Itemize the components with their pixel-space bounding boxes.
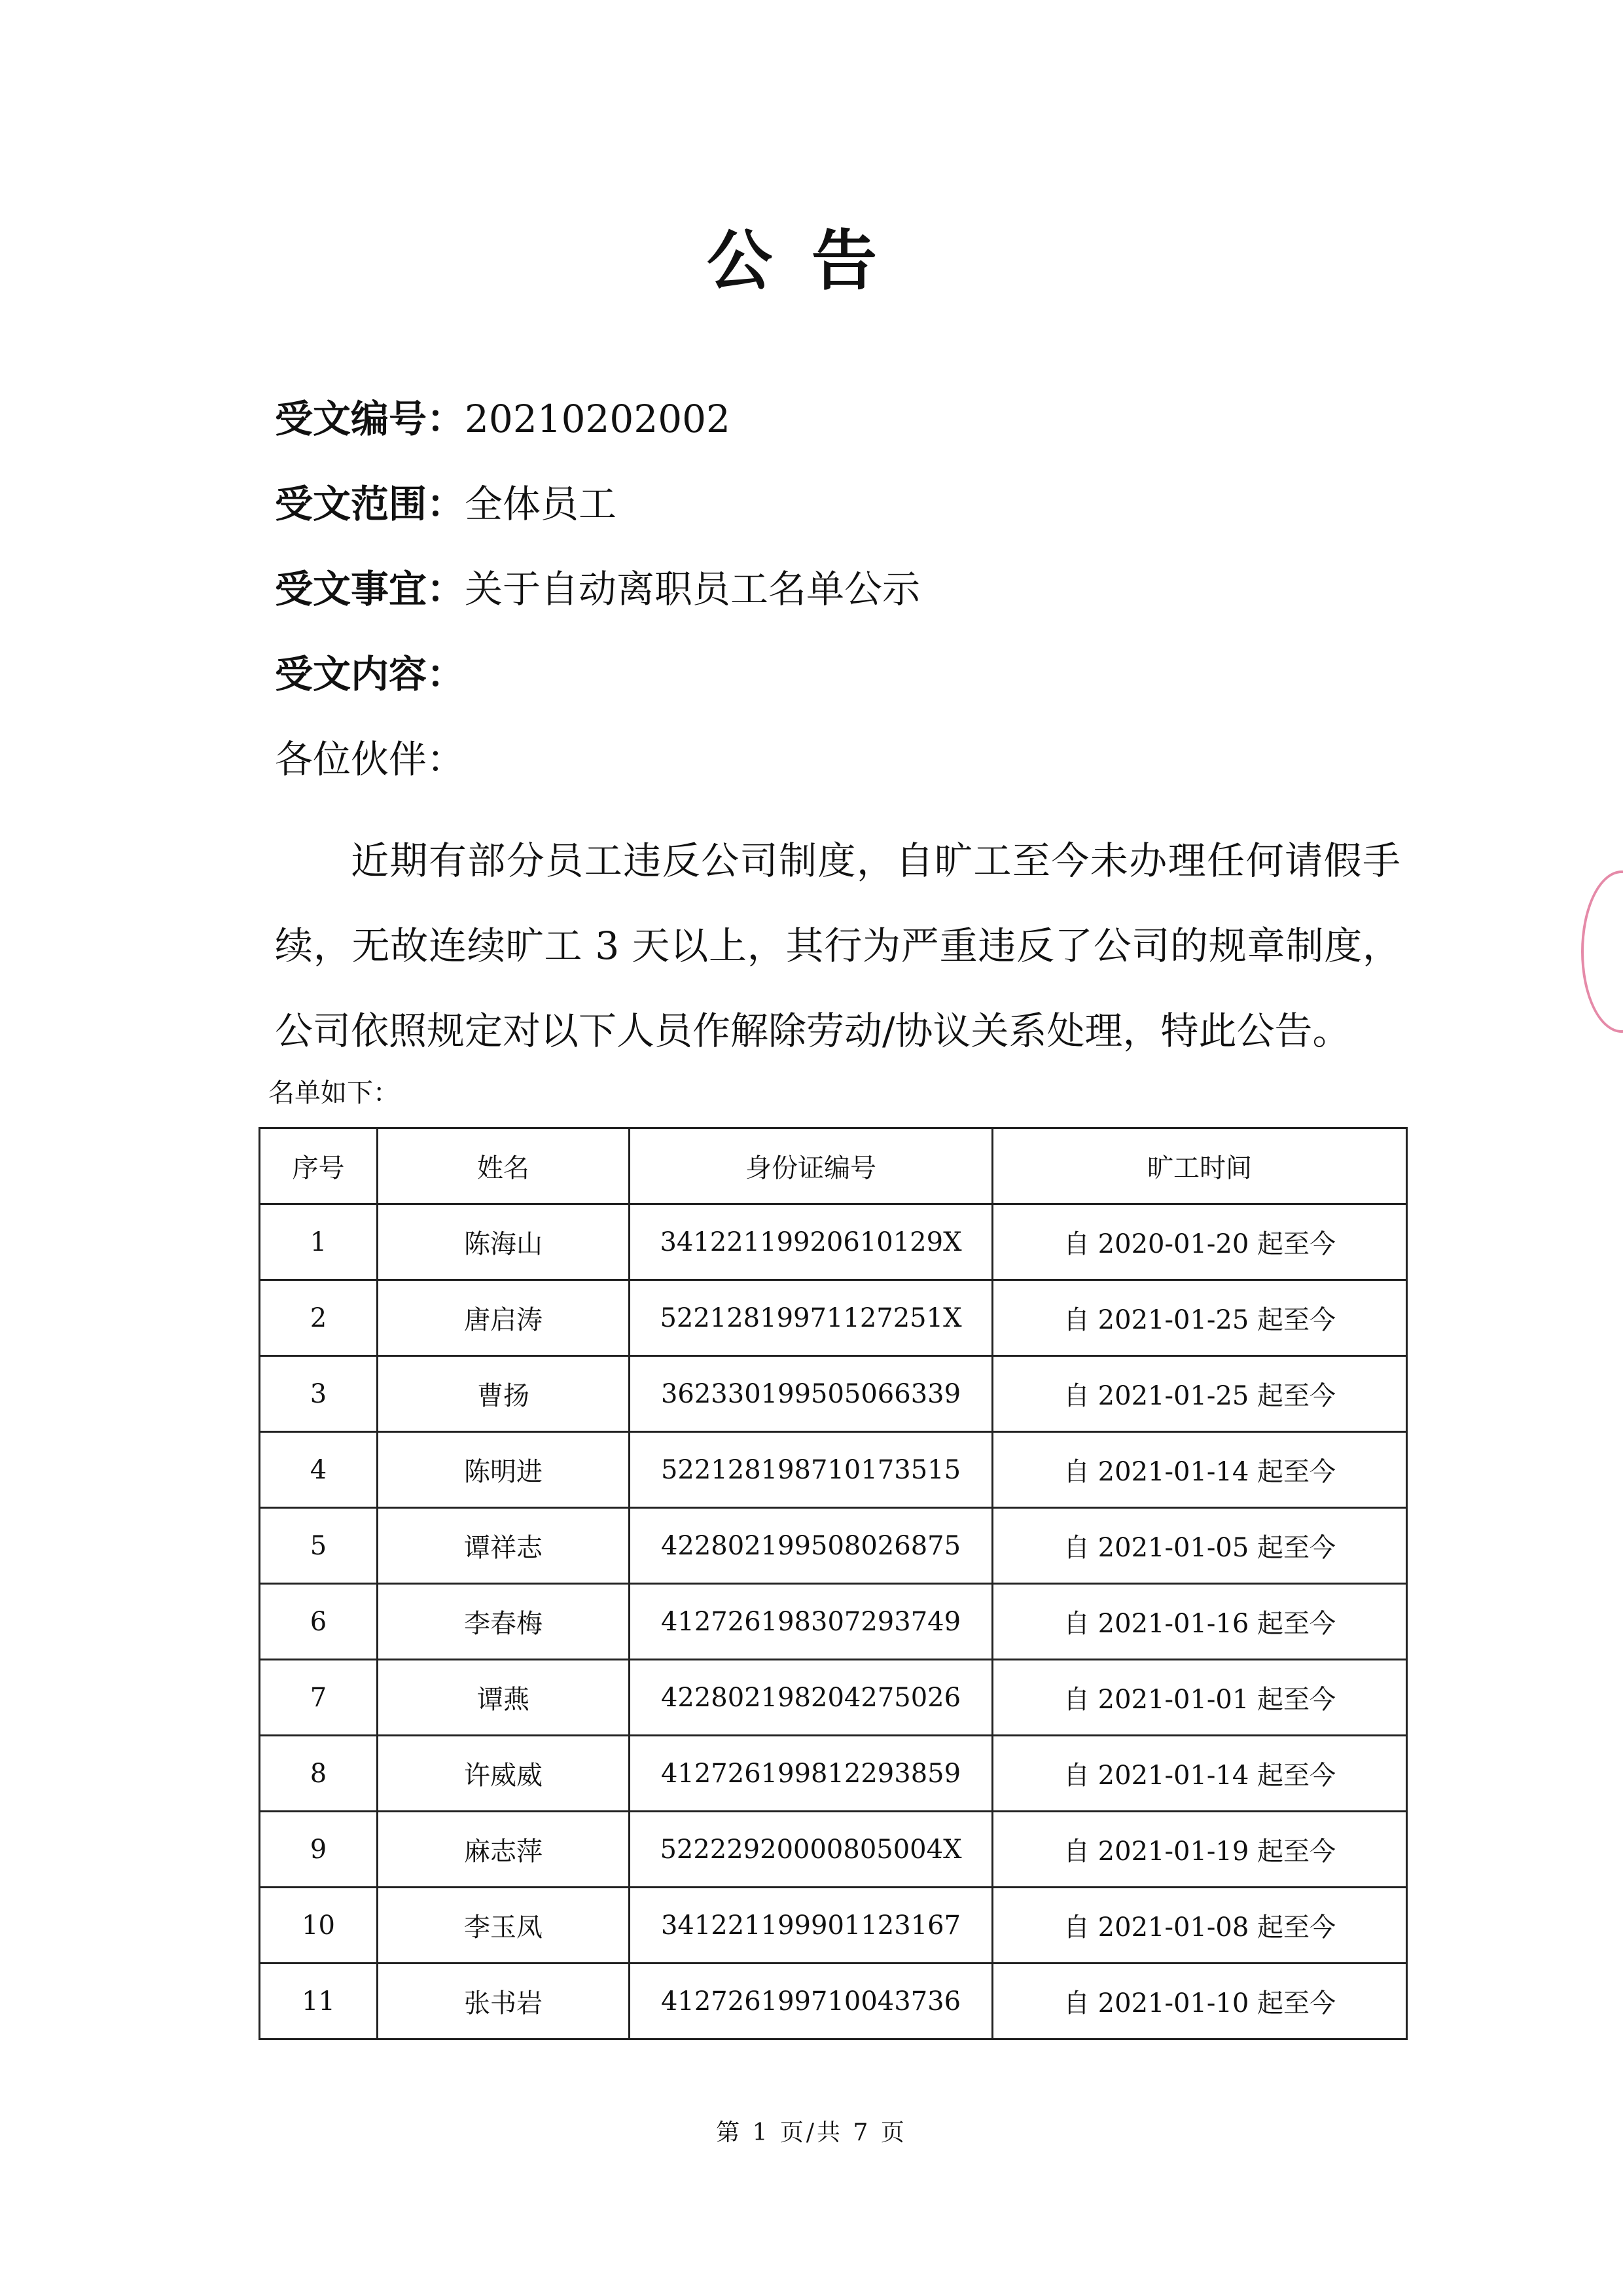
- cell-id-number: 34122119920610129X: [630, 1204, 993, 1280]
- cell-absence-period: 自 2021-01-25 起至今: [993, 1356, 1407, 1432]
- table-row: [260, 1964, 1407, 2039]
- cell-name: 李春梅: [378, 1584, 630, 1660]
- employee-table: [259, 1127, 1408, 2040]
- meta-doc-number: [275, 393, 730, 445]
- cell-absence-period: 自 2020-01-20 起至今: [993, 1204, 1407, 1280]
- cell-absence-period: 自 2021-01-14 起至今: [993, 1736, 1407, 1812]
- meta-value: 20210202002: [465, 397, 730, 441]
- meta-label: 受文内容：: [275, 652, 465, 696]
- cell-id-number: 412726198307293749: [630, 1584, 993, 1660]
- meta-value: 关于自动离职员工名单公示: [465, 567, 921, 611]
- meta-label: 受文范围：: [275, 482, 465, 526]
- cell-name: 唐启涛: [378, 1280, 630, 1356]
- cell-name: 陈海山: [378, 1204, 630, 1280]
- table-row: [260, 1584, 1407, 1660]
- table-row: [260, 1888, 1407, 1964]
- cell-absence-period: 自 2021-01-10 起至今: [993, 1964, 1407, 2039]
- cell-absence-period: 自 2021-01-01 起至今: [993, 1660, 1407, 1736]
- meta-content: [275, 648, 465, 700]
- cell-id-number: 362330199505066339: [630, 1356, 993, 1432]
- page-footer: 第 1 页/共 7 页: [716, 2119, 907, 2146]
- cell-id-number: 52212819971127251X: [630, 1280, 993, 1356]
- body-paragraph: 近期有部分员工违反公司制度，自旷工至今未办理任何请假手续，无故连续旷工 3 天以上，其行为严重违反了公司的规章制度，公司依照规定对以下人员作解除劳动/协议关系处理，特此公告。: [275, 838, 1400, 1053]
- meta-value: 全体员工: [465, 482, 617, 526]
- table-row: [260, 1660, 1407, 1736]
- header-id-number: 身份证编号: [630, 1128, 993, 1204]
- cell-id-number: 522128198710173515: [630, 1432, 993, 1508]
- cell-id-number: 52222920000805004X: [630, 1812, 993, 1888]
- cell-id-number: 412726199710043736: [630, 1964, 993, 2039]
- table-row: [260, 1432, 1407, 1508]
- cell-index: 9: [260, 1812, 378, 1888]
- cell-id-number: 422802198204275026: [630, 1660, 993, 1736]
- meta-label: 受文事宜：: [275, 567, 465, 611]
- cell-name: 谭燕: [378, 1660, 630, 1736]
- table-row: [260, 1812, 1407, 1888]
- cell-index: 7: [260, 1660, 378, 1736]
- table-row: [260, 1508, 1407, 1584]
- cell-index: 11: [260, 1964, 378, 2039]
- header-index: 序号: [260, 1128, 378, 1204]
- header-name: 姓名: [378, 1128, 630, 1204]
- table-row: [260, 1204, 1407, 1280]
- cell-index: 6: [260, 1584, 378, 1660]
- meta-scope: [275, 478, 616, 530]
- cell-name: 陈明进: [378, 1432, 630, 1508]
- table-row: [260, 1356, 1407, 1432]
- cell-name: 谭祥志: [378, 1508, 630, 1584]
- cell-index: 10: [260, 1888, 378, 1964]
- header-absence-period: 旷工时间: [993, 1128, 1407, 1204]
- cell-absence-period: 自 2021-01-25 起至今: [993, 1280, 1407, 1356]
- cell-absence-period: 自 2021-01-19 起至今: [993, 1812, 1407, 1888]
- cell-index: 2: [260, 1280, 378, 1356]
- cell-absence-period: 自 2021-01-08 起至今: [993, 1888, 1407, 1964]
- cell-absence-period: 自 2021-01-05 起至今: [993, 1508, 1407, 1584]
- list-label: 名单如下：: [268, 1078, 399, 1108]
- table-row: [260, 1736, 1407, 1812]
- cell-name: 麻志萍: [378, 1812, 630, 1888]
- cell-index: 8: [260, 1736, 378, 1812]
- greeting: 各位伙伴：: [275, 737, 465, 781]
- meta-label: 受文编号：: [275, 397, 465, 441]
- meta-subject: [275, 563, 920, 615]
- cell-index: 5: [260, 1508, 378, 1584]
- cell-index: 3: [260, 1356, 378, 1432]
- table-row: [260, 1280, 1407, 1356]
- cell-id-number: 341221199901123167: [630, 1888, 993, 1964]
- cell-name: 张书岩: [378, 1964, 630, 2039]
- cell-id-number: 422802199508026875: [630, 1508, 993, 1584]
- cell-index: 1: [260, 1204, 378, 1280]
- cell-index: 4: [260, 1432, 378, 1508]
- cell-name: 李玉凤: [378, 1888, 630, 1964]
- cell-id-number: 412726199812293859: [630, 1736, 993, 1812]
- stamp-edge: [1581, 870, 1623, 1033]
- page-title: 公告: [707, 223, 916, 299]
- cell-absence-period: 自 2021-01-16 起至今: [993, 1584, 1407, 1660]
- cell-absence-period: 自 2021-01-14 起至今: [993, 1432, 1407, 1508]
- cell-name: 曹扬: [378, 1356, 630, 1432]
- table-body: [260, 1204, 1407, 2039]
- table-header-row: [260, 1128, 1407, 1204]
- cell-name: 许威威: [378, 1736, 630, 1812]
